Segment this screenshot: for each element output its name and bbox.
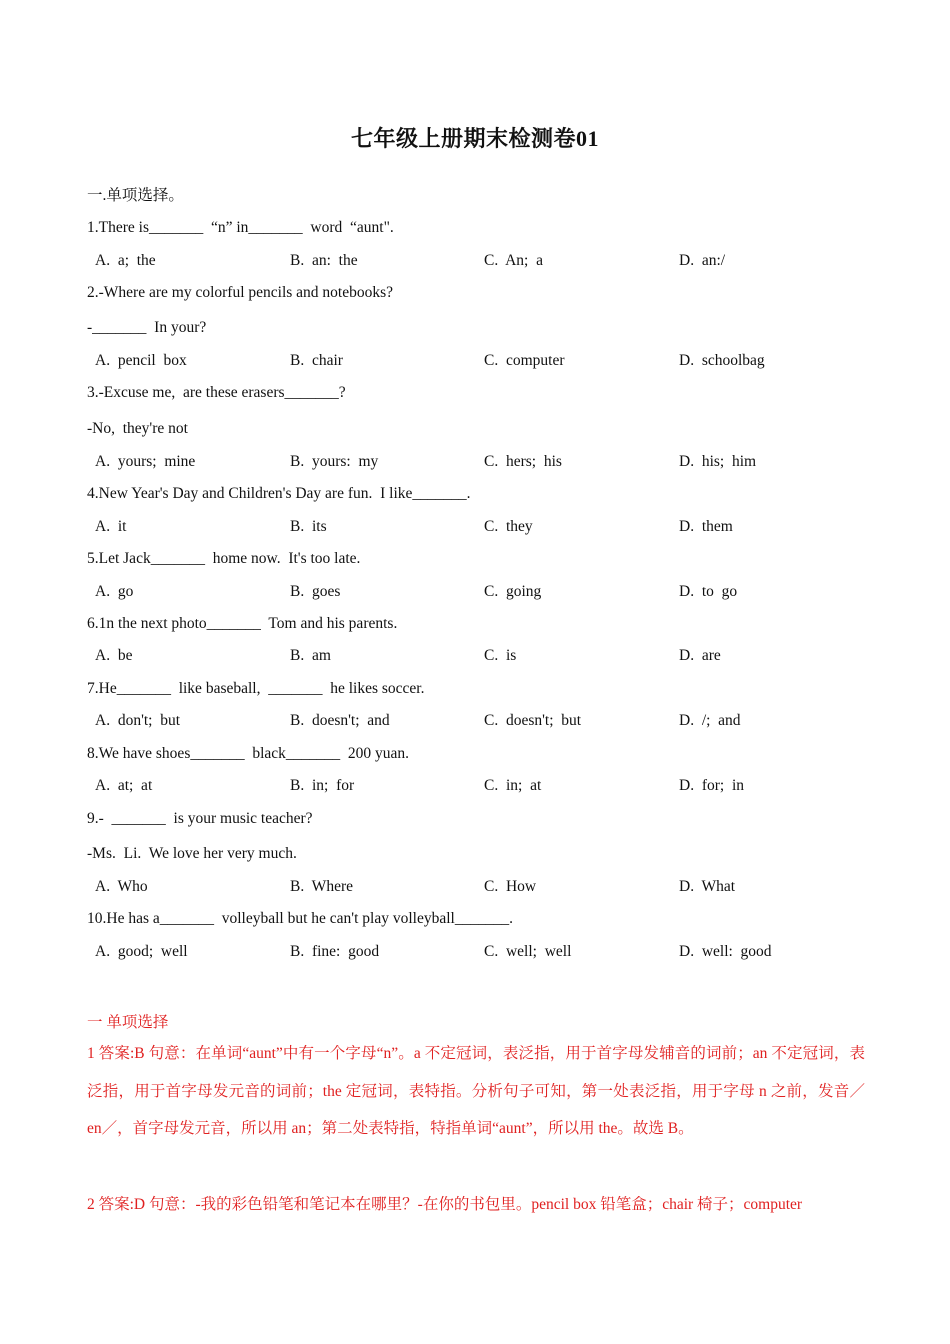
question-3-reply: -No, they're not: [87, 420, 188, 437]
option-d: D. are: [679, 647, 721, 664]
question-1-stem: 1.There is_______ “n” in_______ word “aunt".: [87, 219, 394, 236]
option-c: C. going: [484, 583, 542, 600]
option-d: D. to go: [679, 583, 738, 600]
option-a: A. go: [95, 583, 134, 600]
option-a: A. it: [95, 518, 127, 535]
option-c: C. well; well: [484, 943, 572, 960]
answer-1: 1 答案:B 句意：在单词“aunt”中有一个字母“n”。a 不定冠词，表泛指，用于首字母发辅音的词前；an 不定冠词，表泛指，用于首字母发元音的词前；the 定冠词，表特指。分析句子可知，第一处表泛指，用于字母 n 之前，发音／en／，首字母发元音，所以用 an；第二处表特指，特指单词“aunt”，所以用 the。故选 B。: [87, 1045, 865, 1137]
question-2-reply: -_______ In your?: [87, 319, 207, 336]
option-b: B. am: [290, 647, 331, 664]
option-a: A. a; the: [95, 252, 156, 269]
option-d: D. schoolbag: [679, 352, 765, 369]
question-4-stem: 4.New Year's Day and Children's Day are fun. I like_______.: [87, 485, 471, 502]
option-b: B. an: the: [290, 252, 358, 269]
option-a: A. good; well: [95, 943, 188, 960]
option-c: C. How: [484, 878, 537, 895]
question-10-stem: 10.He has a_______ volleyball but he can't play volleyball_______.: [87, 910, 513, 927]
question-7-stem: 7.He_______ like baseball, _______ he likes soccer.: [87, 680, 425, 697]
option-a: A. at; at: [95, 777, 153, 794]
question-6-stem: 6.1n the next photo_______ Tom and his parents.: [87, 615, 398, 632]
option-a: A. be: [95, 647, 133, 664]
question-5-stem: 5.Let Jack_______ home now. It's too late.: [87, 550, 361, 567]
option-c: C. is: [484, 647, 517, 664]
question-3-stem: 3.-Excuse me, are these erasers_______?: [87, 384, 346, 401]
option-b: B. yours: my: [290, 453, 379, 470]
option-d: D. for; in: [679, 777, 745, 794]
option-c: C. An; a: [484, 252, 543, 269]
question-8-stem: 8.We have shoes_______ black_______ 200 yuan.: [87, 745, 410, 762]
question-2-stem: 2.-Where are my colorful pencils and notebooks?: [87, 284, 394, 301]
question-9-reply: -Ms. Li. We love her very much.: [87, 845, 297, 862]
option-d: D. /; and: [679, 712, 741, 729]
answers-heading: 一 单项选择: [87, 1014, 169, 1031]
option-a: A. pencil box: [95, 352, 187, 369]
option-a: A. Who: [95, 878, 148, 895]
page-title: 七年级上册期末检测卷01: [350, 126, 599, 151]
option-a: A. yours; mine: [95, 453, 196, 470]
option-c: C. they: [484, 518, 533, 535]
option-d: D. What: [679, 878, 736, 895]
option-c: C. computer: [484, 352, 565, 369]
option-d: D. well: good: [679, 943, 772, 960]
section-heading: 一.单项选择。: [87, 187, 184, 204]
option-c: C. doesn't; but: [484, 712, 582, 729]
option-c: C. in; at: [484, 777, 542, 794]
option-c: C. hers; his: [484, 453, 562, 470]
question-9-stem: 9.- _______ is your music teacher?: [87, 810, 313, 827]
option-d: D. them: [679, 518, 733, 535]
option-b: B. doesn't; and: [290, 712, 390, 729]
answer-2: 2 答案:D 句意：-我的彩色铅笔和笔记本在哪里？-在你的书包里。pencil box 铅笔盒；chair 椅子；computer: [87, 1196, 803, 1213]
option-b: B. Where: [290, 878, 353, 895]
option-d: D. his; him: [679, 453, 757, 470]
option-b: B. its: [290, 518, 327, 535]
option-b: B. chair: [290, 352, 343, 369]
option-b: B. goes: [290, 583, 341, 600]
option-d: D. an:/: [679, 252, 726, 269]
option-a: A. don't; but: [95, 712, 181, 729]
option-b: B. fine: good: [290, 943, 380, 960]
option-b: B. in; for: [290, 777, 355, 794]
